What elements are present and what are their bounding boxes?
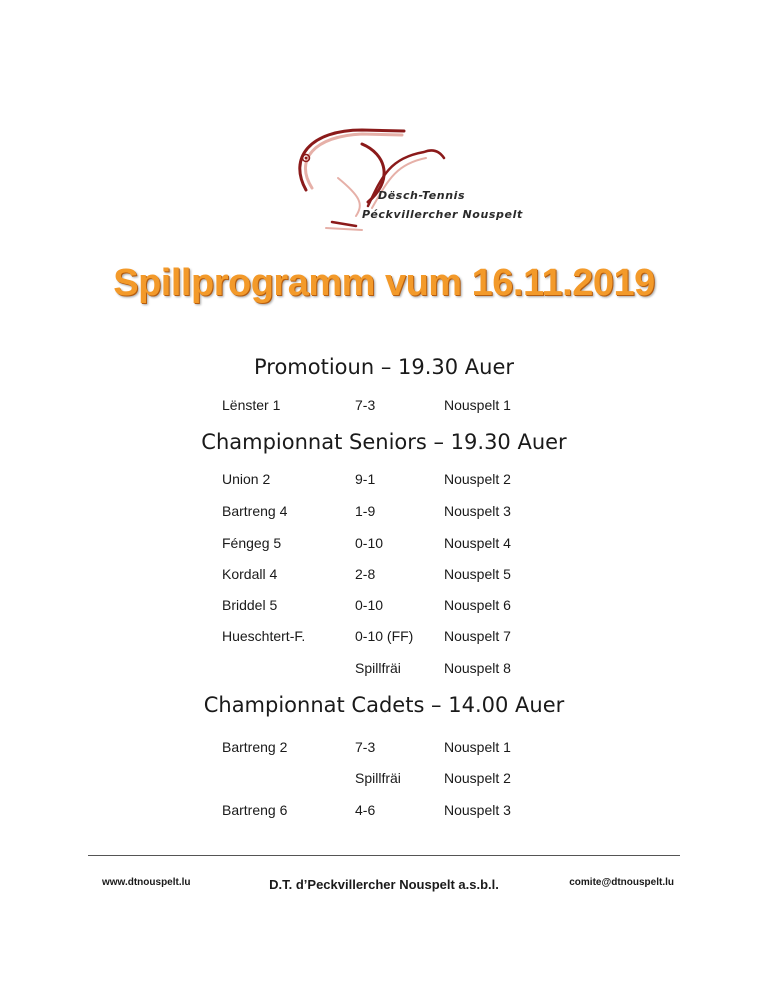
home-team: Bartreng 4 <box>222 503 288 519</box>
home-team: Bartreng 6 <box>222 802 288 818</box>
match-row <box>0 397 768 417</box>
logo-text-line2: Péckvillercher Nouspelt <box>362 208 523 221</box>
match-score: 7-3 <box>355 397 376 413</box>
match-row <box>0 739 768 759</box>
away-team: Nouspelt 1 <box>444 739 511 755</box>
match-row <box>0 660 768 680</box>
footer-divider <box>88 855 680 856</box>
home-team: Lënster 1 <box>222 397 281 413</box>
away-team: Nouspelt 5 <box>444 566 511 582</box>
match-score: 7-3 <box>355 739 376 755</box>
match-score: 9-1 <box>355 471 376 487</box>
footer-organization: D.T. d’Peckvillercher Nouspelt a.s.b.l. <box>269 877 499 892</box>
away-team: Nouspelt 8 <box>444 660 511 676</box>
away-team: Nouspelt 3 <box>444 802 511 818</box>
home-team: Hueschtert-F. <box>222 628 306 644</box>
home-team: Union 2 <box>222 471 271 487</box>
match-row <box>0 535 768 555</box>
match-score: 1-9 <box>355 503 376 519</box>
away-team: Nouspelt 6 <box>444 597 511 613</box>
match-row <box>0 597 768 617</box>
logo-text-line1: Dësch-Tennis <box>378 189 466 202</box>
match-row <box>0 471 768 491</box>
page-title: Spillprogramm vum 16.11.2019 <box>113 262 655 304</box>
away-team: Nouspelt 2 <box>444 770 511 786</box>
match-score: 0-10 <box>355 535 384 551</box>
match-score: 2-8 <box>355 566 376 582</box>
away-team: Nouspelt 1 <box>444 397 511 413</box>
section-heading-promotioun: Promotioun – 19.30 Auer <box>253 355 515 379</box>
away-team: Nouspelt 3 <box>444 503 511 519</box>
match-row <box>0 770 768 790</box>
match-score: 4-6 <box>355 802 376 818</box>
footer-website-link[interactable]: www.dtnouspelt.lu <box>102 877 191 888</box>
away-team: Nouspelt 2 <box>444 471 511 487</box>
home-team: Briddel 5 <box>222 597 278 613</box>
away-team: Nouspelt 7 <box>444 628 511 644</box>
home-team: Bartreng 2 <box>222 739 288 755</box>
match-score: 0-10 (FF) <box>355 628 414 644</box>
home-team: Kordall 4 <box>222 566 278 582</box>
match-score: 0-10 <box>355 597 384 613</box>
section-heading-seniors: Championnat Seniors – 19.30 Auer <box>201 430 567 454</box>
match-row <box>0 628 768 648</box>
club-logo <box>270 118 523 238</box>
section-heading-cadets: Championnat Cadets – 14.00 Auer <box>203 693 565 717</box>
footer-email-link[interactable]: comite@dtnouspelt.lu <box>569 877 674 888</box>
away-team: Nouspelt 4 <box>444 535 511 551</box>
match-score: Spillfräi <box>355 660 401 676</box>
match-row <box>0 566 768 586</box>
home-team: Féngeg 5 <box>222 535 282 551</box>
match-score: Spillfräi <box>355 770 401 786</box>
match-row <box>0 802 768 822</box>
match-row <box>0 503 768 523</box>
